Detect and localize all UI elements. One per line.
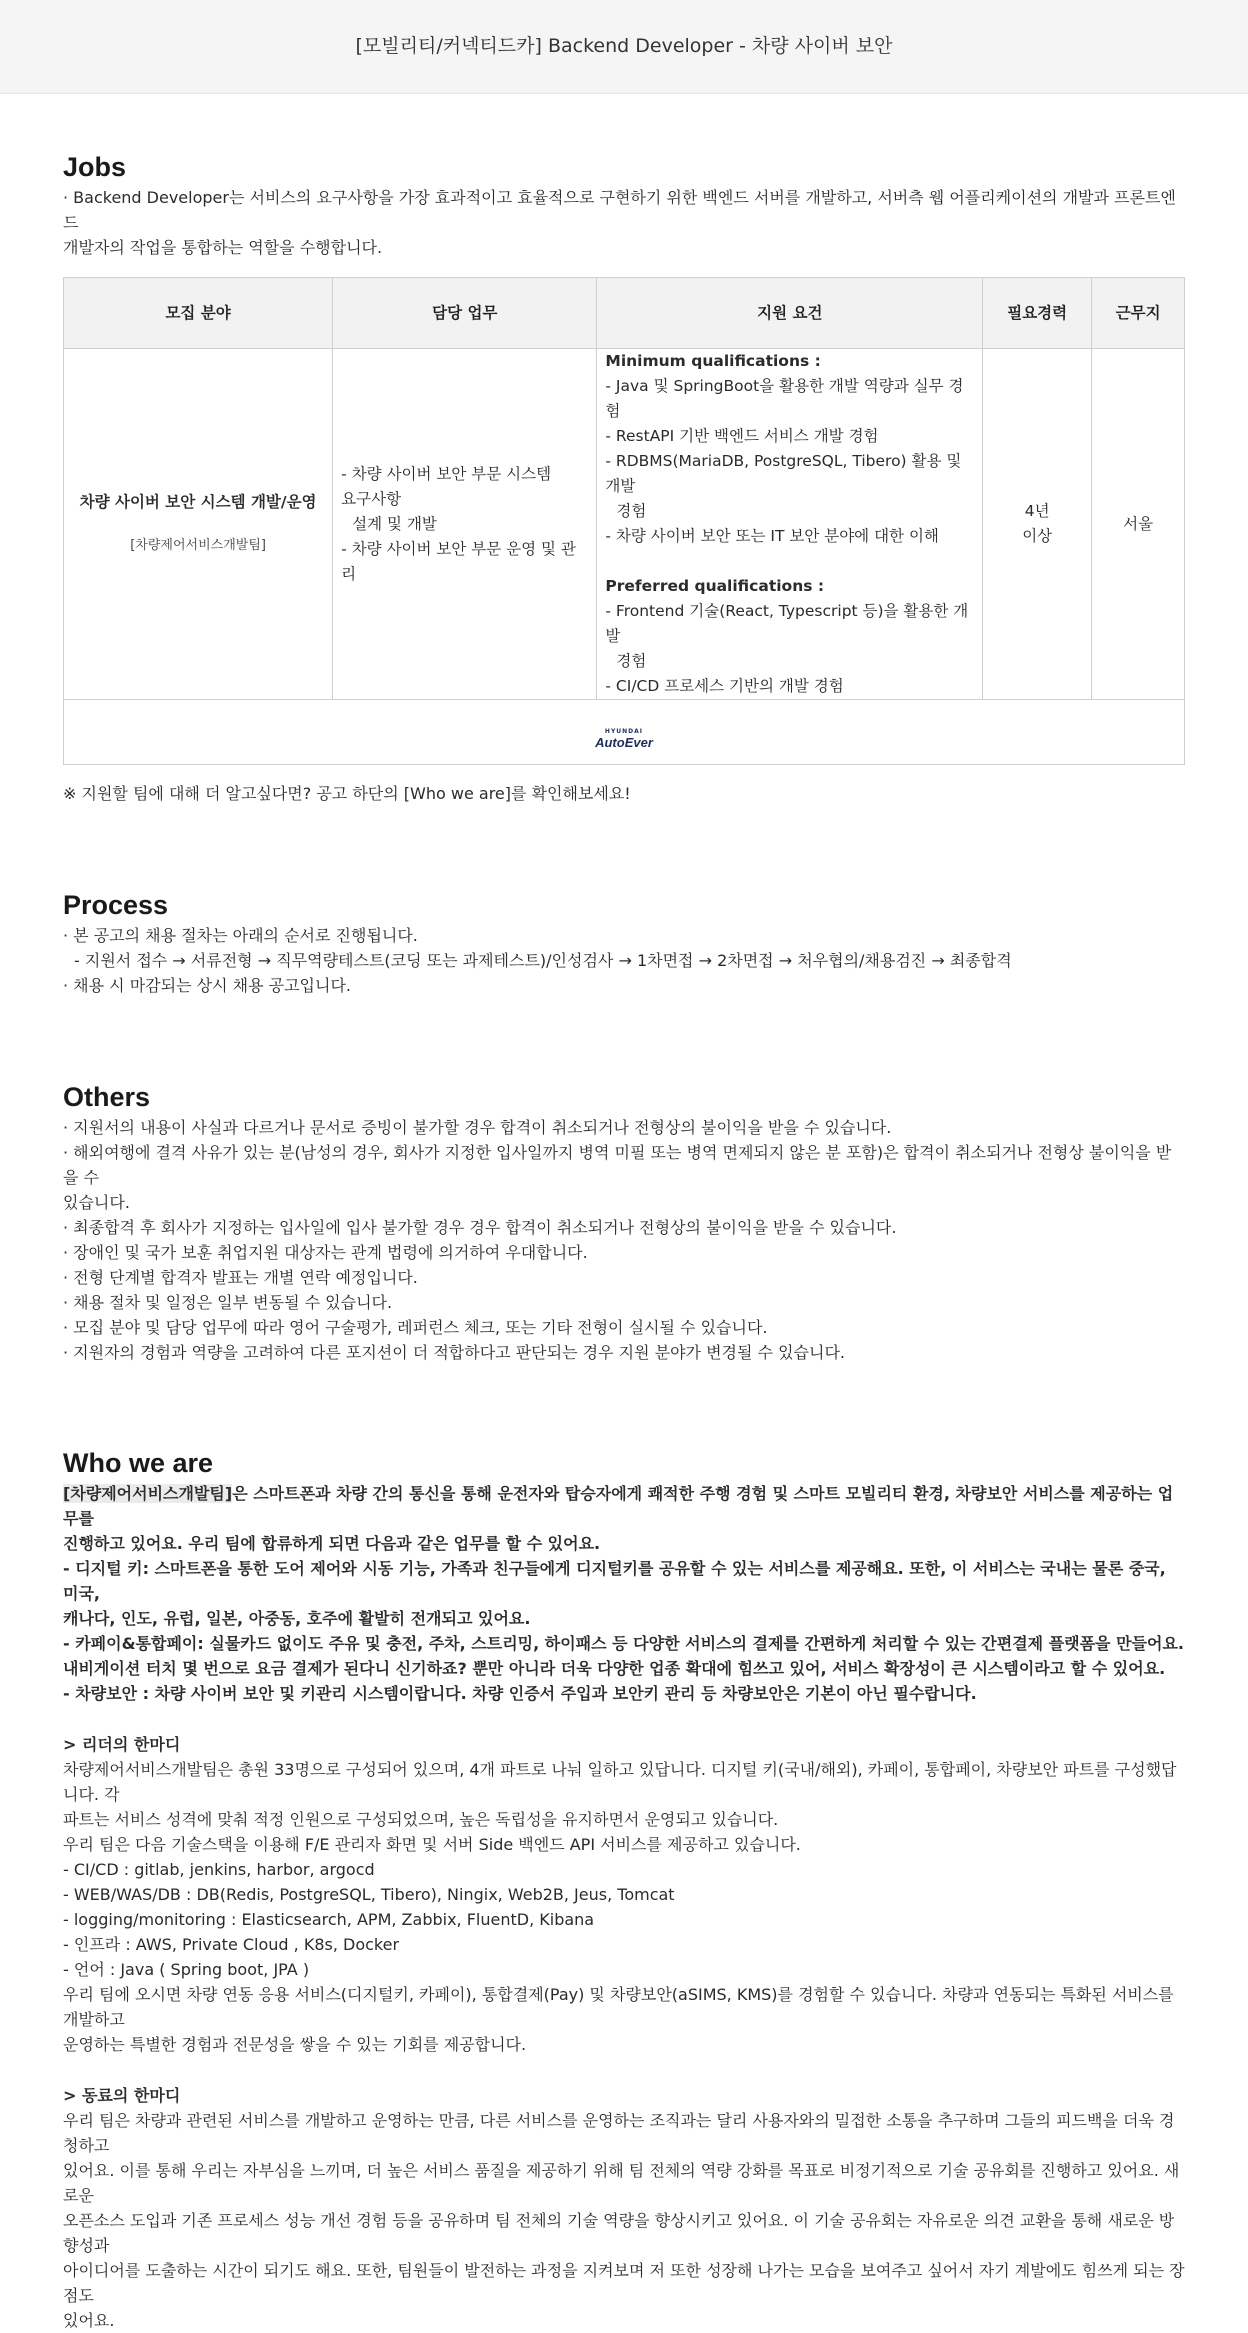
- others-line: · 장애인 및 국가 보훈 취업지원 대상자는 관계 법령에 의거하여 우대합니다.: [63, 1243, 588, 1262]
- team-name: [차량제어서비스개발팀]: [130, 538, 266, 553]
- leader-line: 차량제어서비스개발팀은 총원 33명으로 구성되어 있으며, 4개 파트로 나눠 일하고 있답니다. 디지털 키(국내/해외), 카페이, 통합페이, 차량보안 파트를 구성했답니다. 각: [63, 1760, 1177, 1804]
- jobs-intro: [63, 185, 1185, 260]
- peer-line: 우리 팀은 차량과 관련된 서비스를 개발하고 운영하는 만큼, 다른 서비스를 운영하는 조직과는 달리 사용자와의 밀접한 소통을 추구하며 그들의 피드백을 더욱 경청하고: [63, 2111, 1175, 2155]
- page-header: [0, 0, 1248, 94]
- header-duties: 담당 업무: [333, 278, 597, 349]
- process-line: - 지원서 접수 → 서류전형 → 직무역량테스트(코딩 또는 과제테스트)/인성검사 → 1차면접 → 2차면접 → 처우협의/채용검진 → 최종합격: [74, 951, 1012, 970]
- leader-line: - 인프라 : AWS, Private Cloud , K8s, Docker: [63, 1935, 400, 1954]
- leader-line: - 언어 : Java ( Spring boot, JPA ): [63, 1960, 310, 1979]
- header-field: 모집 분야: [64, 278, 333, 349]
- leader-line: - CI/CD : gitlab, jenkins, harbor, argocd: [63, 1860, 375, 1879]
- others-line: · 모집 분야 및 담당 업무에 따라 영어 구술평가, 레퍼런스 체크, 또는 기타 전형이 실시될 수 있습니다.: [63, 1318, 768, 1337]
- peer-line: 오픈소스 도입과 기존 프로세스 성능 개선 경험 등을 공유하며 팀 전체의 기술 역량을 향상시키고 있어요. 이 기술 공유회는 자유로운 의견 교환을 통해 새로운 방향성과: [63, 2211, 1175, 2255]
- who-intro-rest: 은 스마트폰과 차량 간의 통신을 통해 운전자와 탑승자에게 쾌적한 주행 경험 및 스마트 모빌리티 환경, 차량보안 서비스를 제공하는 업무를: [63, 1484, 1174, 1528]
- job-title: [모빌리티/커넥티드카] Backend Developer - 차량 사이버 보안: [355, 35, 893, 57]
- cell-duties: [333, 349, 597, 700]
- others-line: 있습니다.: [63, 1193, 130, 1212]
- header-experience: 필요경력: [983, 278, 1092, 349]
- process-text: [63, 923, 1185, 998]
- leader-line: 우리 팀은 다음 기술스택을 이용해 F/E 관리자 화면 및 서버 Side 백엔드 API 서비스를 제공하고 있습니다.: [63, 1835, 801, 1854]
- duty-line: - 차량 사이버 보안 부문 시스템: [341, 464, 552, 483]
- cell-location: 서울: [1092, 349, 1185, 700]
- spacer: [63, 2057, 1185, 2082]
- job-table: [63, 277, 1185, 765]
- job-table-header-row: [64, 278, 1185, 349]
- min-qual-title: Minimum qualifications :: [605, 352, 821, 370]
- min-qual-item: 경험: [616, 502, 647, 520]
- spacer: [63, 1706, 1185, 1731]
- peer-comment: [63, 2083, 1185, 2333]
- pref-qual-item: - CI/CD 프로세스 기반의 개발 경험: [605, 677, 844, 695]
- who-intro-line: - 카페이&통합페이: 실물카드 없이도 주유 및 충전, 주차, 스트리밍, 하이패스 등 다양한 서비스의 결제를 간편하게 처리할 수 있는 간편결제 플랫폼을 만들어요.: [63, 1634, 1184, 1653]
- who-intro-line: - 차량보안 : 차량 사이버 보안 및 키관리 시스템이랍니다. 차량 인증서 주입과 보안키 관리 등 차량보안은 기본이 아닌 필수랍니다.: [63, 1684, 977, 1703]
- logo-row: [64, 700, 1185, 765]
- header-location: 근무지: [1092, 278, 1185, 349]
- logo-top-text: HYUNDAI: [604, 727, 644, 735]
- min-qual-item: - Java 및 SpringBoot을 활용한 개발 역량과 실무 경험: [605, 377, 964, 420]
- who-heading: Who we are: [63, 1448, 214, 1478]
- logo-cell: [64, 700, 1185, 765]
- peer-line: 있어요.: [63, 2311, 115, 2330]
- min-qual-item: - RDBMS(MariaDB, PostgreSQL, Tibero) 활용 및 개발: [605, 452, 962, 495]
- others-line: · 해외여행에 결격 사유가 있는 분(남성의 경우, 회사가 지정한 입사일까지 병역 미필 또는 병역 면제되지 않은 분 포함)은 합격이 취소되거나 전형상 불이익을 받을 수: [63, 1143, 1172, 1187]
- who-intro-line: 캐나다, 인도, 유럽, 일본, 아중동, 호주에 활발히 전개되고 있어요.: [63, 1609, 531, 1628]
- team-note: ※ 지원할 팀에 대해 더 알고싶다면? 공고 하단의 [Who we are]를 확인해보세요!: [63, 784, 631, 803]
- others-line: · 채용 절차 및 일정은 일부 변동될 수 있습니다.: [63, 1293, 393, 1312]
- process-line: · 채용 시 마감되는 상시 채용 공고입니다.: [63, 976, 351, 995]
- experience-value: 4년: [1024, 502, 1050, 520]
- header-requirements: 지원 요건: [597, 278, 983, 349]
- leader-line: - logging/monitoring : Elasticsearch, APM, Zabbix, FluentD, Kibana: [63, 1910, 595, 1929]
- others-text: [63, 1115, 1185, 1365]
- others-heading: Others: [63, 1082, 151, 1112]
- leader-line: 파트는 서비스 성격에 맞춰 적정 인원으로 구성되었으며, 높은 독립성을 유지하면서 운영되고 있습니다.: [63, 1810, 779, 1829]
- cell-field: [64, 349, 333, 700]
- who-intro-line: 진행하고 있어요. 우리 팀에 합류하게 되면 다음과 같은 업무를 할 수 있어요.: [63, 1534, 601, 1553]
- leader-line: 운영하는 특별한 경험과 전문성을 쌓을 수 있는 기회를 제공합니다.: [63, 2035, 527, 2054]
- job-table-row: [64, 349, 1185, 700]
- process-line: · 본 공고의 채용 절차는 아래의 순서로 진행됩니다.: [63, 926, 418, 945]
- jobs-intro-line: 개발자의 작업을 통합하는 역할을 수행합니다.: [63, 238, 383, 257]
- who-intro-line: 내비게이션 터치 몇 번으로 요금 결제가 된다니 신기하죠? 뿐만 아니라 더욱 다양한 업종 확대에 힘쓰고 있어, 서비스 확장성이 큰 시스템이라고 할 수 있어요.: [63, 1659, 1166, 1678]
- team-tag: [차량제어서비스개발팀]: [63, 1484, 233, 1503]
- pref-qual-title: Preferred qualifications :: [605, 577, 825, 595]
- min-qual-item: - RestAPI 기반 백엔드 서비스 개발 경험: [605, 427, 879, 445]
- leader-line: - WEB/WAS/DB : DB(Redis, PostgreSQL, Tibero), Ningix, Web2B, Jeus, Tomcat: [63, 1885, 675, 1904]
- pref-qual-item: - Frontend 기술(React, Typescript 등)을 활용한 개발: [605, 602, 969, 645]
- peer-title: > 동료의 한마디: [63, 2086, 181, 2105]
- who-intro-line: [63, 1481, 1185, 1531]
- leader-line: 우리 팀에 오시면 차량 연동 응용 서비스(디지털키, 카페이), 통합결제(Pay) 및 차량보안(aSIMS, KMS)를 경험할 수 있습니다. 차량과 연동되는 특화된 서비스를 개발하고: [63, 1985, 1174, 2029]
- who-intro-line: - 디지털 키: 스마트폰을 통한 도어 제어와 시동 기능, 가족과 친구들에게 디지털키를 공유할 수 있는 서비스를 제공해요. 또한, 이 서비스는 국내는 물론 중국, 미국,: [63, 1559, 1166, 1603]
- peer-line: 있어요. 이를 통해 우리는 자부심을 느끼며, 더 높은 서비스 품질을 제공하기 위해 팀 전체의 역량 강화를 목표로 비정기적으로 기술 공유회를 진행하고 있어요. 새로운: [63, 2161, 1180, 2205]
- duty-line: - 차량 사이버 보안 부문 운영 및 관리: [341, 539, 576, 583]
- duty-line: 설계 및 개발: [352, 514, 437, 533]
- who-intro: [63, 1481, 1185, 1706]
- others-line: · 지원서의 내용이 사실과 다르거나 문서로 증빙이 불가할 경우 합격이 취소되거나 전형상의 불이익을 받을 수 있습니다.: [63, 1118, 892, 1137]
- others-line: · 전형 단계별 합격자 발표는 개별 연락 예정입니다.: [63, 1268, 418, 1287]
- others-line: · 최종합격 후 회사가 지정하는 입사일에 입사 불가할 경우 경우 합격이 취소되거나 전형상의 불이익을 받을 수 있습니다.: [63, 1218, 897, 1237]
- duty-line: 요구사항: [341, 489, 402, 508]
- others-line: · 지원자의 경험과 역량을 고려하여 다른 포지션이 더 적합하다고 판단되는 경우 지원 분야가 변경될 수 있습니다.: [63, 1343, 845, 1362]
- main-content: [0, 150, 1248, 2333]
- min-qual-item: - 차량 사이버 보안 또는 IT 보안 분야에 대한 이해: [605, 527, 939, 545]
- jobs-heading: Jobs: [63, 152, 127, 182]
- cell-experience: [983, 349, 1092, 700]
- hyundai-autoever-logo: [595, 729, 653, 749]
- process-heading: Process: [63, 890, 169, 920]
- leader-title: > 리더의 한마디: [63, 1735, 181, 1754]
- peer-line: 아이디어를 도출하는 시간이 되기도 해요. 또한, 팀원들이 발전하는 과정을 지켜보며 저 또한 성장해 나가는 모습을 보여주고 싶어서 자기 계발에도 힘쓰게 되는 장점도: [63, 2261, 1185, 2305]
- experience-value: 이상: [1022, 527, 1053, 545]
- leader-comment: [63, 1732, 1185, 2057]
- cell-requirements: [597, 349, 983, 700]
- logo-main-text: AutoEver: [595, 734, 653, 750]
- pref-qual-item: 경험: [616, 652, 647, 670]
- qual-spacer: [605, 549, 974, 574]
- jobs-intro-line: · Backend Developer는 서비스의 요구사항을 가장 효과적이고 효율적으로 구현하기 위한 백엔드 서버를 개발하고, 서버측 웹 어플리케이션의 개발과 프론트엔드: [63, 188, 1176, 232]
- field-title: 차량 사이버 보안 시스템 개발/운영: [79, 493, 317, 511]
